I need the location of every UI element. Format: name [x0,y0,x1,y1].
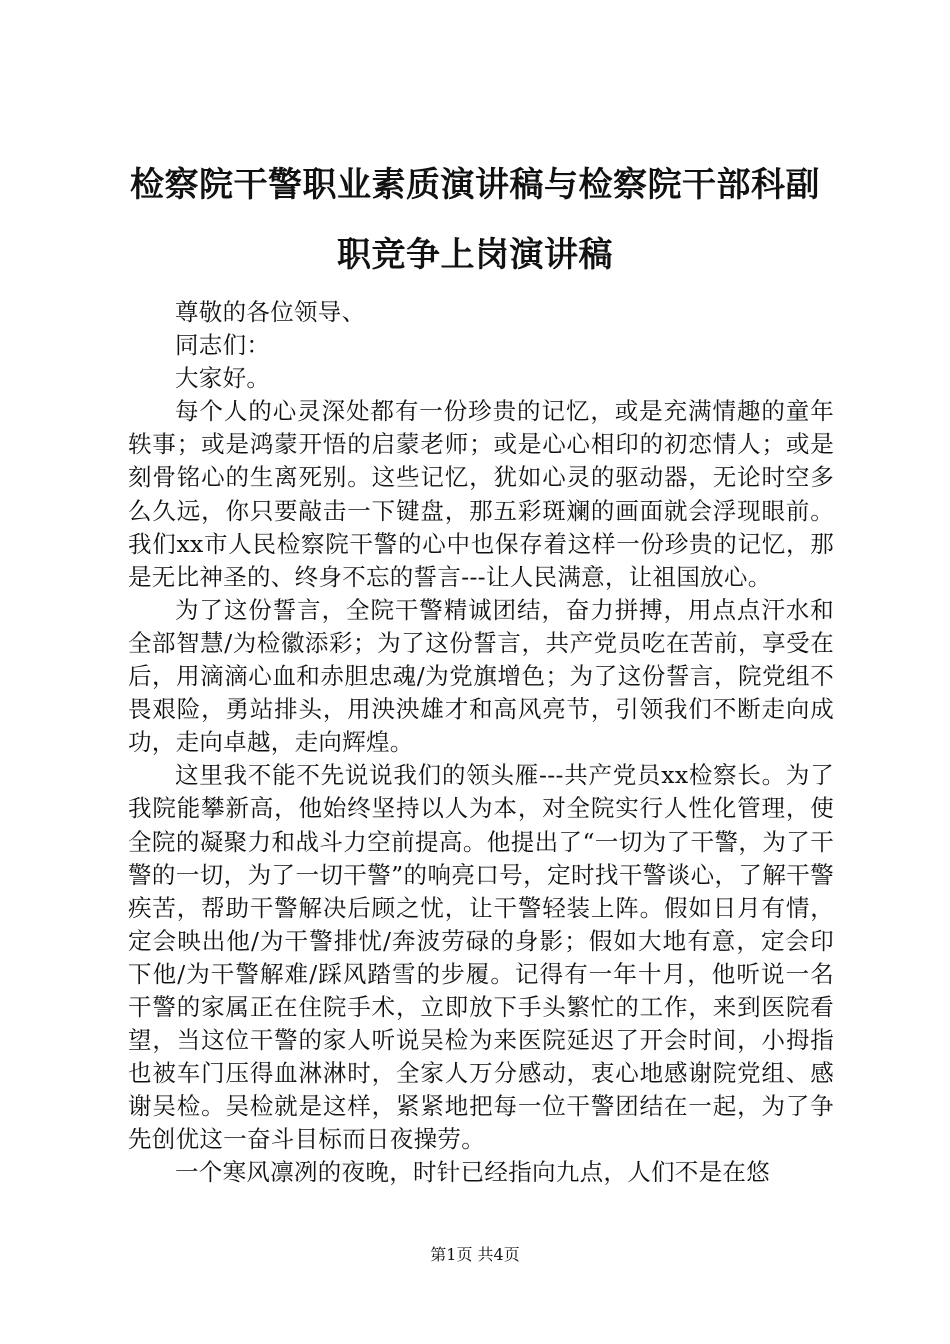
document-title [100,150,850,290]
title-line-2: 职竞争上岗演讲稿 [337,235,613,275]
body-paragraph: 每个人的心灵深处都有一份珍贵的记忆，或是充满情趣的童年轶事；或是鸿蒙开悟的启蒙老师；或是心心相印的初恋情人；或是刻骨铭心的生离死别。这些记忆，犹如心灵的驱动器，无论时空多么久远，你只要敲击一下键盘，那五彩斑斓的画面就会浮现眼前。我们xx市人民检察院干警的心中也保存着这样一份珍贵的记忆，那是无比神圣的、终身不忘的誓言---让人民满意，让祖国放心。 [128,397,834,591]
salutation-line: 尊敬的各位领导、 [175,298,366,326]
salutation-line: 大家好。 [175,364,271,393]
body-paragraph: 这里我不能不先说说我们的领头雁---共产党员xx检察长。为了我院能攀新高，他始终坚持以人为本，对全院实行人性化管理，使全院的凝聚力和战斗力空前提高。他提出了“一切为了干警，为了干警的一切，为了一切干警”的响亮口号，定时找干警谈心，了解干警疾苦，帮助干警解决后顾之忧，让干警轻装上阵。假如日月有情，定会映出他/为干警排忧/奔波劳碌的身影；假如大地有意，定会印下他/为干警解难/踩风踏雪的步履。记得有一年十月，他听说一名干警的家属正在住院手术，立即放下手头繁忙的工作，来到医院看望，当这位干警的家人听说吴检为来医院延迟了开会时间，小拇指也被车门压得血淋淋时，全家人万分感动，衷心地感谢院党组、感谢吴检。吴检就是这样，紧紧地把每一位干警团结在一起，为了争先创优这一奋斗目标而日夜操劳。 [128,761,834,1154]
title-line-1: 检察院干警职业素质演讲稿与检察院干部科副 [130,165,820,205]
document-body [128,296,834,1190]
salutation-line: 同志们： [175,331,271,360]
body-paragraph: 一个寒风凛冽的夜晚，时针已经指向九点，人们不是在悠 [175,1158,770,1187]
body-paragraph: 为了这份誓言，全院干警精诚团结，奋力拼搏，用点点汗水和全部智慧/为检徽添彩；为了这份誓言，共产党员吃在苦前，享受在后，用滴滴心血和赤胆忠魂/为党旗增色；为了这份誓言，院党组不畏艰险，勇站排头，用泱泱雄才和高风亮节，引领我们不断走向成功，走向卓越，走向辉煌。 [128,595,834,757]
page-footer: 第1页 共4页 [430,1245,520,1264]
